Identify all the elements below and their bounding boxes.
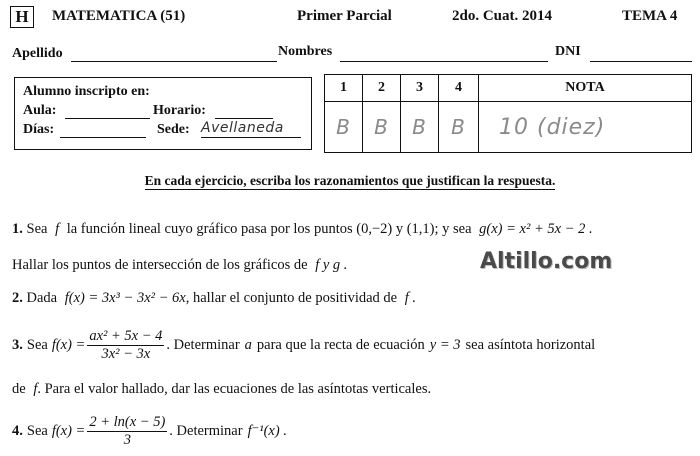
- exercise-3-text-a: Sea: [26, 337, 48, 353]
- tema-label: TEMA 4: [622, 8, 678, 24]
- exercise-3-denominator: 3x² − 3x: [101, 346, 151, 362]
- horario-label: Horario:: [153, 103, 206, 118]
- nombres-label: Nombres: [278, 44, 333, 59]
- exercise-3-text-e: de: [12, 381, 26, 397]
- grade-header-3: 3: [401, 75, 439, 102]
- student-box-title: Alumno inscripto en:: [23, 84, 150, 99]
- exercise-2-text-b: , hallar el conjunto de positividad de: [185, 290, 398, 306]
- exercise-4: [12, 414, 287, 449]
- grade-header-2: 2: [363, 75, 401, 102]
- exercise-1-line-1: [12, 221, 593, 238]
- grade-header-nota: NOTA: [479, 75, 692, 102]
- exercise-1-g-definition: g(x) = x² + 5x − 2 .: [479, 221, 593, 237]
- exercise-1-number: 1.: [12, 221, 23, 237]
- exercise-1-text-c: Hallar los puntos de intersección de los gráficos de: [12, 257, 308, 273]
- header-box-letter: H: [10, 6, 34, 28]
- exercise-3-numerator: ax² + 5x − 4: [89, 328, 163, 344]
- aula-line: [65, 118, 150, 119]
- horario-line: [215, 118, 273, 119]
- term-label: 2do. Cuat. 2014: [452, 8, 553, 24]
- exercise-3-number: 3.: [12, 337, 23, 353]
- exercise-3-text-c: para que la recta de ecuación: [256, 337, 425, 353]
- grade-value-nota: 10 (diez): [479, 102, 692, 153]
- exercise-3-a: a: [244, 337, 252, 353]
- student-info-box: [14, 77, 312, 150]
- exercise-4-text-a: Sea: [26, 423, 48, 439]
- exercise-1-text-a: Sea: [26, 221, 48, 237]
- exercise-1-line-2: [12, 257, 347, 274]
- apellido-label: Apellido: [12, 46, 63, 61]
- exercise-3-fraction: [87, 328, 164, 363]
- exercise-4-text-b: . Determinar: [169, 423, 243, 439]
- grade-value-3: B: [401, 102, 439, 153]
- dias-label: Días:: [23, 122, 55, 137]
- exercise-3-text-d: sea asíntota horizontal: [465, 337, 596, 353]
- exercise-2-f-end: f .: [404, 290, 417, 306]
- dias-line: [60, 137, 146, 138]
- grade-value-1: B: [325, 102, 363, 153]
- exercise-2: [12, 290, 416, 307]
- sede-label: Sede:: [157, 122, 190, 137]
- exercise-2-text-a: Dada: [26, 290, 58, 306]
- grade-value-4: B: [439, 102, 479, 153]
- exercise-3-text-f: . Para el valor hallado, dar las ecuaciones de las asíntotas verticales.: [37, 381, 432, 397]
- grade-header-1: 1: [325, 75, 363, 102]
- exercise-1-f: f: [55, 221, 60, 237]
- grade-header-4: 4: [439, 75, 479, 102]
- dni-label: DNI: [555, 44, 581, 59]
- exercise-1-text-b: la función lineal cuyo gráfico pasa por los puntos (0,−2) y (1,1); y sea: [66, 221, 472, 237]
- exercise-2-f-definition: f(x) = 3x³ − 3x² − 6x: [64, 290, 186, 306]
- exercise-4-f-lhs: f(x) =: [51, 423, 86, 439]
- sede-line: [201, 137, 301, 138]
- exercise-3-line-2: [12, 381, 431, 398]
- exam-title: Primer Parcial: [297, 8, 392, 24]
- nombres-line: [340, 61, 548, 62]
- instructions: [0, 173, 700, 189]
- exercise-4-fraction: [87, 414, 167, 449]
- exercise-1-fyg: f y g .: [315, 257, 348, 273]
- instructions-text: En cada ejercicio, escriba los razonamientos que justifican la respuesta.: [144, 173, 556, 188]
- exercise-4-f-inverse: f⁻¹(x) .: [247, 423, 287, 439]
- sede-handwritten-value: Avellaneda: [201, 120, 284, 136]
- exercise-3-text-b: . Determinar: [166, 337, 240, 353]
- aula-label: Aula:: [23, 103, 57, 118]
- dni-line: [590, 61, 692, 62]
- apellido-line: [71, 61, 277, 62]
- altillo-watermark: Altillo.com: [480, 249, 613, 274]
- exercise-4-numerator: 2 + ln(x − 5): [89, 414, 166, 430]
- exercise-3-line-1: [12, 328, 595, 363]
- exercise-3-y-equals-3: y = 3: [429, 337, 461, 353]
- exercise-2-number: 2.: [12, 290, 23, 306]
- exercise-3-f-lhs: f(x) =: [51, 337, 86, 353]
- exercise-4-number: 4.: [12, 423, 23, 439]
- exercise-4-denominator: 3: [123, 432, 131, 448]
- subject-title: MATEMATICA (51): [52, 8, 186, 24]
- exercise-3-f: f: [33, 381, 38, 397]
- grade-value-2: B: [363, 102, 401, 153]
- grades-table: [324, 74, 692, 153]
